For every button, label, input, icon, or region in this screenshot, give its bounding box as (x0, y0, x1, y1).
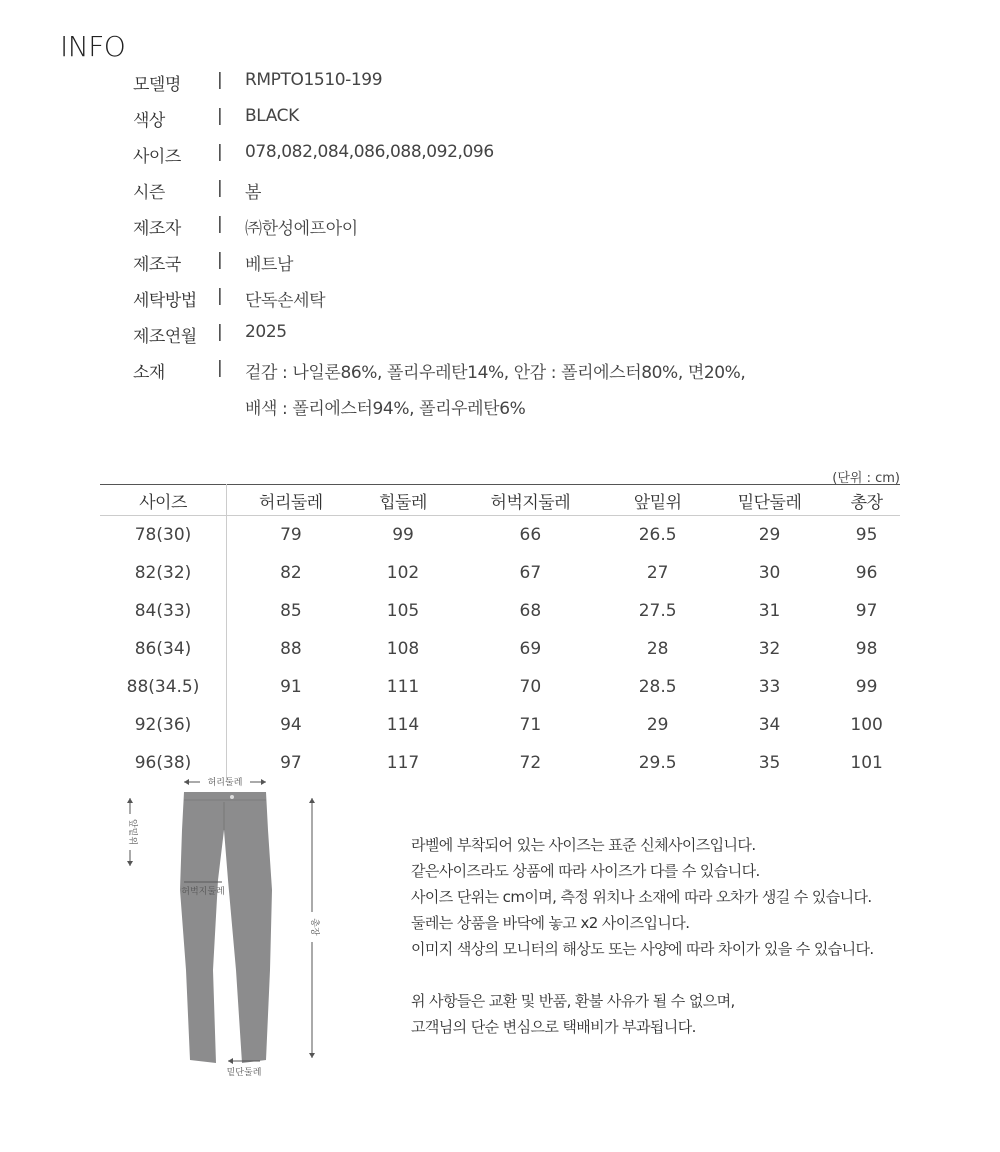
button-icon (230, 795, 234, 799)
col-header: 사이즈 (100, 485, 227, 516)
table-row (100, 706, 900, 744)
size-notes (411, 832, 874, 1040)
info-value: 배색 : 폴리에스터94%, 폴리우레탄6% (245, 399, 526, 419)
waist-label: 허리둘레 (207, 778, 243, 788)
arrow-up-icon (127, 798, 133, 803)
info-label: 소재 (133, 363, 165, 383)
info-value: 베트남 (245, 255, 294, 275)
table-cell: 94 (280, 715, 302, 735)
col-header: 힙둘레 (355, 485, 451, 516)
table-cell: 29.5 (638, 753, 677, 773)
info-value: 겉감 : 나일론86%, 폴리우레탄14%, 안감 : 폴리에스터80%, 면20%, (245, 363, 746, 383)
table-row (100, 668, 900, 706)
info-separator: | (217, 358, 223, 378)
table-cell: 92(36) (100, 706, 227, 744)
table-cell: 84(33) (100, 592, 227, 630)
note-gap (411, 962, 874, 988)
note-line: 둘레는 상품을 바닥에 놓고 x2 사이즈입니다. (411, 914, 690, 932)
table-cell: 91 (280, 677, 302, 697)
note-line: 같은사이즈라도 상품에 따라 사이즈가 다를 수 있습니다. (411, 862, 760, 880)
table-cell: 100 (850, 715, 883, 735)
unit-note: (단위 : cm) (832, 471, 900, 486)
arrow-down-icon (309, 1053, 315, 1058)
table-cell: 79 (280, 525, 302, 545)
table-cell: 117 (386, 753, 420, 773)
table-cell: 66 (519, 525, 542, 545)
table-cell: 96 (855, 563, 878, 583)
table-cell: 68 (519, 601, 542, 621)
table-cell: 70 (519, 677, 542, 697)
table-row (100, 592, 900, 630)
length-label: 총장 (309, 918, 319, 936)
col-header: 허리둘레 (227, 485, 355, 516)
size-table-header (100, 485, 900, 516)
info-label: 제조자 (133, 219, 181, 239)
info-value: 078,082,084,086,088,092,096 (245, 142, 494, 162)
table-cell: 27 (646, 563, 669, 583)
table-cell: 97 (280, 753, 302, 773)
table-cell: 102 (386, 563, 420, 583)
info-label: 세탁방법 (133, 291, 197, 311)
arrow-left-icon (228, 1058, 233, 1064)
info-separator: | (217, 178, 223, 198)
table-cell: 97 (855, 601, 878, 621)
table-cell: 34 (758, 715, 781, 735)
info-separator: | (217, 70, 223, 90)
hem-label: 밑단둘레 (226, 1068, 262, 1078)
table-cell: 111 (386, 677, 420, 697)
table-cell: 88(34.5) (100, 668, 227, 706)
table-cell: 29 (646, 715, 669, 735)
col-header: 허벅지둘레 (451, 485, 609, 516)
table-cell: 27.5 (638, 601, 677, 621)
table-cell: 98 (855, 639, 878, 659)
thigh-label: 허벅지둘레 (181, 887, 225, 897)
table-cell: 32 (758, 639, 781, 659)
arrow-down-icon (127, 861, 133, 866)
col-header: 밑단둘레 (706, 485, 833, 516)
table-cell: 67 (519, 563, 542, 583)
table-cell: 88 (280, 639, 302, 659)
info-value: BLACK (245, 106, 299, 126)
table-cell: 69 (519, 639, 542, 659)
table-cell: 72 (519, 753, 542, 773)
info-label: 모델명 (133, 75, 181, 95)
table-cell: 78(30) (100, 516, 227, 555)
pants-measurement-diagram (100, 770, 350, 1090)
table-cell: 105 (386, 601, 420, 621)
info-value: 2025 (245, 322, 287, 342)
table-row (100, 630, 900, 668)
table-cell: 82(32) (100, 554, 227, 592)
arrow-up-icon (309, 798, 315, 803)
table-cell: 108 (386, 639, 420, 659)
table-cell: 28.5 (638, 677, 677, 697)
table-cell: 101 (850, 753, 883, 773)
info-label: 사이즈 (133, 147, 181, 167)
table-cell: 35 (758, 753, 781, 773)
table-cell: 30 (758, 563, 781, 583)
table-cell: 85 (280, 601, 302, 621)
table-cell: 99 (855, 677, 878, 697)
info-label: 시즌 (133, 183, 165, 203)
info-value: ㈜한성에프아이 (245, 219, 358, 239)
table-cell: 31 (758, 601, 781, 621)
table-cell: 28 (646, 639, 669, 659)
arrow-right-icon (261, 779, 266, 785)
info-separator: | (217, 286, 223, 306)
note-line: 위 사항들은 교환 및 반품, 환불 사유가 될 수 없으며, (411, 992, 735, 1010)
rise-label: 앞밑위 (127, 818, 137, 846)
table-cell: 29 (758, 525, 781, 545)
note-line: 이미지 색상의 모니터의 해상도 또는 사양에 따라 차이가 있을 수 있습니다. (411, 940, 874, 958)
table-cell: 114 (386, 715, 420, 735)
table-cell: 86(34) (100, 630, 227, 668)
info-value: 봄 (245, 183, 262, 203)
table-cell: 33 (758, 677, 781, 697)
arrow-left-icon (184, 779, 189, 785)
table-cell: 99 (392, 525, 414, 545)
page-title: INFO (60, 30, 126, 63)
pants-illustration (100, 770, 350, 1090)
table-row (100, 554, 900, 592)
info-value: 단독손세탁 (245, 291, 326, 311)
info-value: RMPTO1510-199 (245, 70, 383, 90)
table-cell: 96(38) (100, 744, 227, 782)
info-separator: | (217, 250, 223, 270)
col-header: 총장 (833, 485, 900, 516)
info-separator: | (217, 106, 223, 126)
note-line: 사이즈 단위는 cm이며, 측정 위치나 소재에 따라 오차가 생길 수 있습니다. (411, 888, 872, 906)
table-cell: 71 (519, 715, 542, 735)
table-cell: 82 (280, 563, 302, 583)
table-cell: 95 (855, 525, 878, 545)
table-row (100, 516, 900, 555)
info-separator: | (217, 322, 223, 342)
info-separator: | (217, 142, 223, 162)
info-label: 제조연월 (133, 327, 197, 347)
note-line: 라벨에 부착되어 있는 사이즈는 표준 신체사이즈입니다. (411, 836, 756, 854)
pants-shape (180, 792, 272, 1063)
info-label: 색상 (133, 111, 165, 131)
table-cell: 26.5 (638, 525, 677, 545)
size-table (100, 484, 900, 782)
note-line: 고객님의 단순 변심으로 택배비가 부과됩니다. (411, 1018, 696, 1036)
col-header: 앞밑위 (609, 485, 705, 516)
info-separator: | (217, 214, 223, 234)
info-label: 제조국 (133, 255, 181, 275)
